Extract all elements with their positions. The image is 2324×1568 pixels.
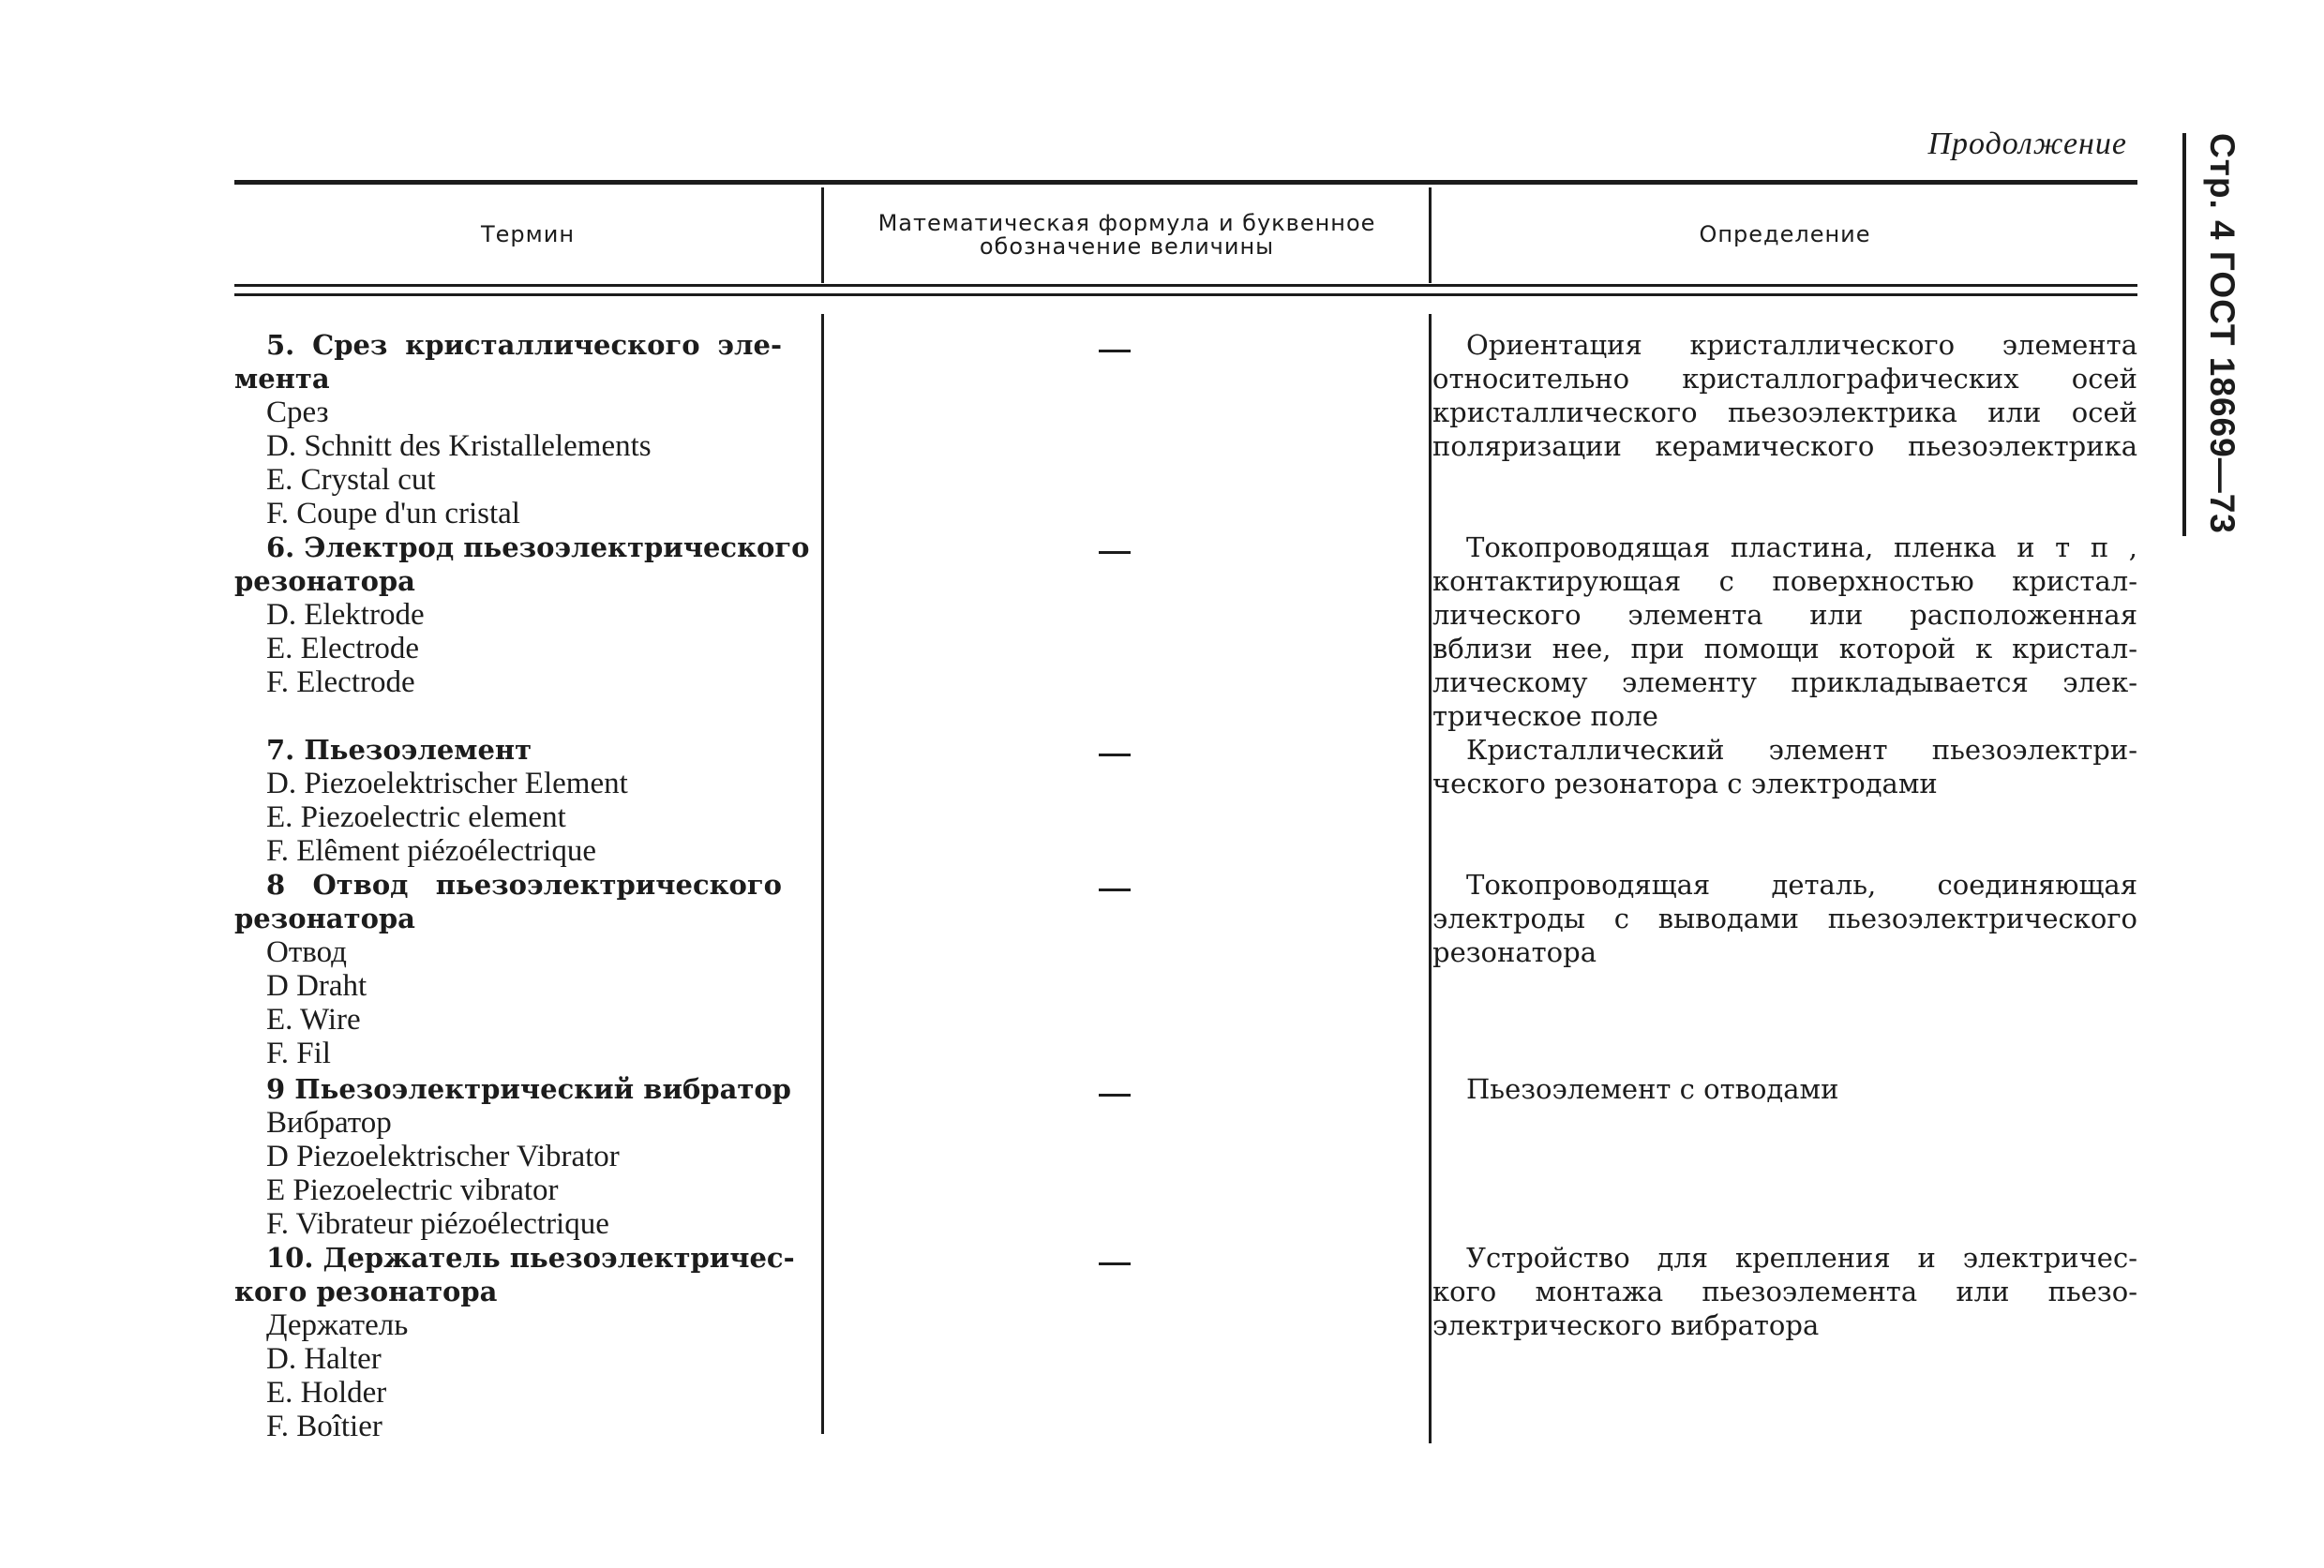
definition-line: трическое поле: [1432, 700, 1658, 732]
term-title: 5. Срез кристаллического эле-: [266, 329, 782, 361]
term-synonym: E. Holder: [266, 1376, 387, 1410]
term-synonym: D Piezoelektrischer Vibrator: [266, 1140, 620, 1173]
term-synonym: D. Schnitt des Kristallelements: [266, 429, 652, 463]
term-title: резонатора: [234, 565, 415, 597]
definition-row-5: [1432, 328, 2137, 463]
definition-line: Устройство для крепления и электричес-: [1466, 1242, 2137, 1274]
column-divider-1-header: [821, 187, 824, 283]
term-row-9: [234, 1072, 791, 1241]
definition-line: лическому элементу прикладывается элек-: [1432, 666, 2137, 698]
term-synonym: F. Vibrateur piézoélectrique: [266, 1207, 609, 1241]
column-divider-2: [1429, 314, 1432, 1443]
column-divider-1: [821, 314, 824, 1434]
column-divider-2-header: [1429, 187, 1432, 283]
term-title: кого резонатора: [234, 1276, 498, 1307]
definition-line: Токопроводящая пластина, пленка и т п ,: [1466, 531, 2137, 563]
term-title: резонатора: [234, 903, 415, 934]
definition-line: Кристаллический элемент пьезоэлектри-: [1466, 734, 2137, 766]
term-synonym: F. Boîtier: [266, 1410, 382, 1443]
term-synonym: Срез: [266, 396, 329, 429]
term-title: 6. Электрод пьезоэлектрического: [266, 531, 810, 563]
header-bottom-rule-2: [234, 293, 2137, 296]
term-synonym: F. Fil: [266, 1037, 331, 1070]
continuation-label: Продолжение: [1927, 127, 2127, 161]
definition-line: электрического вибратора: [1432, 1309, 1820, 1341]
term-synonym: F. Electrode: [266, 665, 415, 699]
term-title: мента: [234, 363, 330, 395]
term-synonym: D. Halter: [266, 1342, 382, 1376]
definition-line: Пьезоэлемент с отводами: [1466, 1073, 1839, 1105]
term-synonym: E. Electrode: [266, 632, 420, 665]
term-title: 9 Пьезоэлектрический вибратор: [266, 1073, 791, 1105]
definition-row-8: [1432, 868, 2137, 969]
definition-line: поляризации керамического пьезоэлектрика: [1432, 430, 2137, 462]
term-title: 10. Держатель пьезоэлектричес-: [266, 1242, 795, 1274]
header-formula: [825, 187, 1429, 283]
term-row-7: [234, 733, 782, 868]
formula-dash: [1099, 551, 1131, 554]
header-term: [234, 187, 821, 283]
term-row-6: [234, 530, 810, 699]
definition-row-10: [1432, 1241, 2137, 1342]
definition-row-9: [1432, 1072, 2137, 1106]
definition-row-7: [1432, 733, 2137, 800]
side-header-text: Стр. 4 ГОСТ 18669—73: [2203, 133, 2242, 534]
term-row-5: [234, 328, 782, 530]
formula-dash: [1099, 754, 1131, 756]
formula-dash: [1099, 1094, 1131, 1097]
term-synonym: Держатель: [266, 1308, 409, 1342]
term-synonym: E Piezoelectric vibrator: [266, 1173, 559, 1207]
term-synonym: D. Elektrode: [266, 598, 425, 632]
definition-line: электроды с выводами пьезоэлектрического: [1432, 903, 2137, 934]
term-row-8: [234, 868, 782, 1070]
definition-line: лического элемента или расположенная: [1432, 599, 2137, 631]
header-definition-label: Определение: [1699, 221, 1871, 248]
term-synonym: E. Crystal cut: [266, 463, 436, 497]
definition-line: кристаллического пьезоэлектрика или осей: [1432, 396, 2137, 428]
definition-line: вблизи нее, при помощи которой к кристал-: [1432, 633, 2137, 665]
definition-line: Токопроводящая деталь, соединяющая: [1466, 869, 2137, 901]
term-synonym: D. Piezoelektrischer Element: [266, 767, 628, 800]
term-synonym: E. Wire: [266, 1003, 361, 1037]
term-title: 8 Отвод пьезоэлектрического: [266, 869, 782, 901]
term-synonym: D Draht: [266, 969, 367, 1003]
term-synonym: F. Coupe d'un cristal: [266, 497, 520, 530]
term-synonym: Отвод: [266, 935, 347, 969]
definition-line: кого монтажа пьезоэлемента или пьезо-: [1432, 1276, 2137, 1307]
definition-line: резонатора: [1432, 936, 1597, 968]
table-top-rule: [234, 180, 2137, 185]
definition-line: контактирующая с поверхностью кристал-: [1432, 565, 2137, 597]
header-bottom-rule-1: [234, 284, 2137, 287]
definition-line: Ориентация кристаллического элемента: [1466, 329, 2137, 361]
definition-line: относительно кристаллографических осей: [1432, 363, 2137, 395]
header-term-label: Термин: [480, 221, 576, 248]
formula-dash: [1099, 889, 1131, 891]
term-synonym: E. Piezoelectric element: [266, 800, 566, 834]
definition-line: ческого резонатора с электродами: [1432, 768, 1938, 799]
header-formula-label: Математическая формула и буквенное обозначение величины: [877, 209, 1376, 260]
definition-row-6: [1432, 530, 2137, 733]
header-definition: [1432, 187, 2137, 283]
term-synonym: F. Elêment piézoélectrique: [266, 834, 596, 868]
formula-dash: [1099, 350, 1131, 352]
term-row-10: [234, 1241, 795, 1443]
term-title: 7. Пьезоэлемент: [266, 734, 532, 766]
formula-dash: [1099, 1262, 1131, 1265]
term-synonym: Вибратор: [266, 1106, 392, 1140]
side-header: [2175, 133, 2269, 534]
